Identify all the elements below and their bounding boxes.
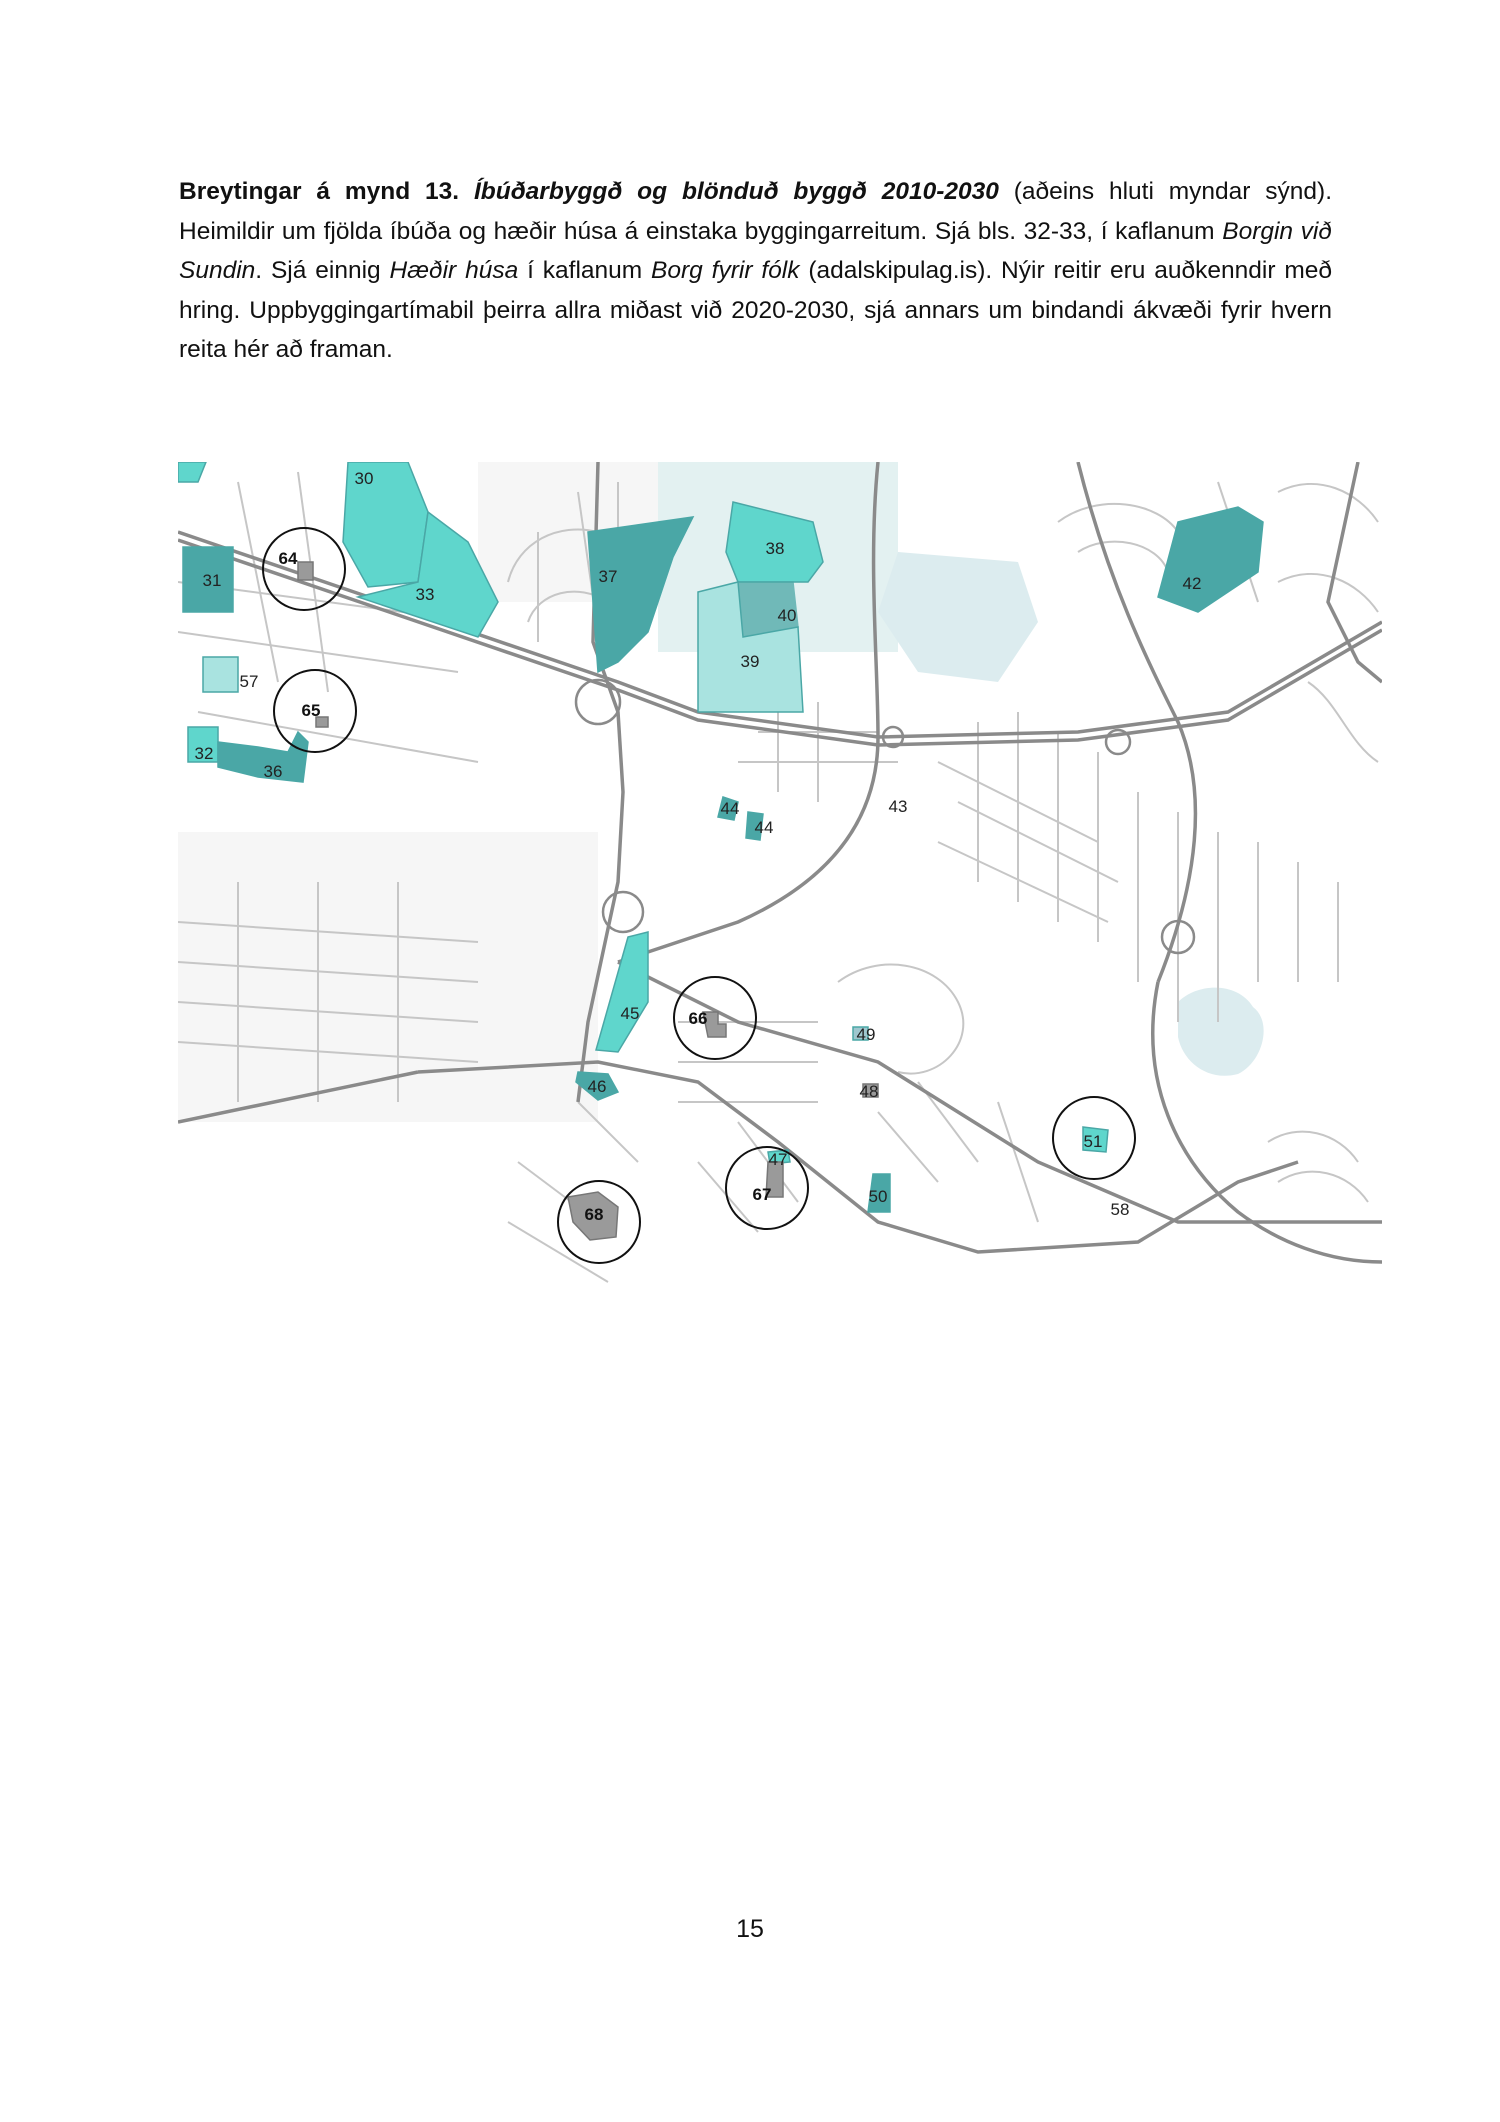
label-67: 67 xyxy=(752,1185,772,1204)
caption-figure-title: Íbúðarbyggð og blönduð byggð 2010-2030 xyxy=(473,178,999,205)
label-44b: 44 xyxy=(754,818,774,837)
label-47: 47 xyxy=(768,1150,788,1169)
label-38: 38 xyxy=(765,539,785,558)
label-49: 49 xyxy=(856,1025,876,1044)
label-45: 45 xyxy=(620,1004,640,1023)
label-58: 58 xyxy=(1110,1200,1130,1219)
caption-lead: Breytingar á mynd 13. xyxy=(179,178,460,205)
page-number: 15 xyxy=(736,1915,764,1943)
label-39: 39 xyxy=(740,652,760,671)
label-43: 43 xyxy=(888,797,908,816)
zoning-map xyxy=(178,462,1382,1303)
label-66: 66 xyxy=(688,1009,708,1028)
label-65: 65 xyxy=(301,701,321,720)
label-68: 68 xyxy=(584,1205,604,1224)
label-57: 57 xyxy=(239,672,259,691)
label-50: 50 xyxy=(868,1187,888,1206)
label-46: 46 xyxy=(587,1077,607,1096)
figure-caption: Breytingar á mynd 13. Íbúðarbyggð og blönduð byggð 2010-2030 (aðeins hluti myndar sýnd). Heimildir um fjölda íbúða og hæðir húsa á einstaka byggingarreitum. Sjá bls. 32-33, í kaflanum Borgin við Sundin. Sjá einnig Hæðir húsa í kaflanum Borg fyrir fólk (adalskipulag.is). Nýir reitir eru auðkenndir með hring. Uppbyggingartímabil þeirra allra miðast við 2020-2030, sjá annars um bindandi ákvæði fyrir hvern reita hér að framan. xyxy=(179,178,1333,363)
label-64: 64 xyxy=(278,549,298,568)
label-36: 36 xyxy=(263,762,283,781)
label-48: 48 xyxy=(859,1082,879,1101)
label-37: 37 xyxy=(598,567,618,586)
label-44a: 44 xyxy=(720,799,740,818)
label-30: 30 xyxy=(354,469,374,488)
label-33: 33 xyxy=(415,585,435,604)
label-40: 40 xyxy=(777,606,797,625)
label-51: 51 xyxy=(1083,1132,1103,1151)
label-42: 42 xyxy=(1182,574,1202,593)
label-32: 32 xyxy=(194,744,214,763)
label-31: 31 xyxy=(202,571,222,590)
